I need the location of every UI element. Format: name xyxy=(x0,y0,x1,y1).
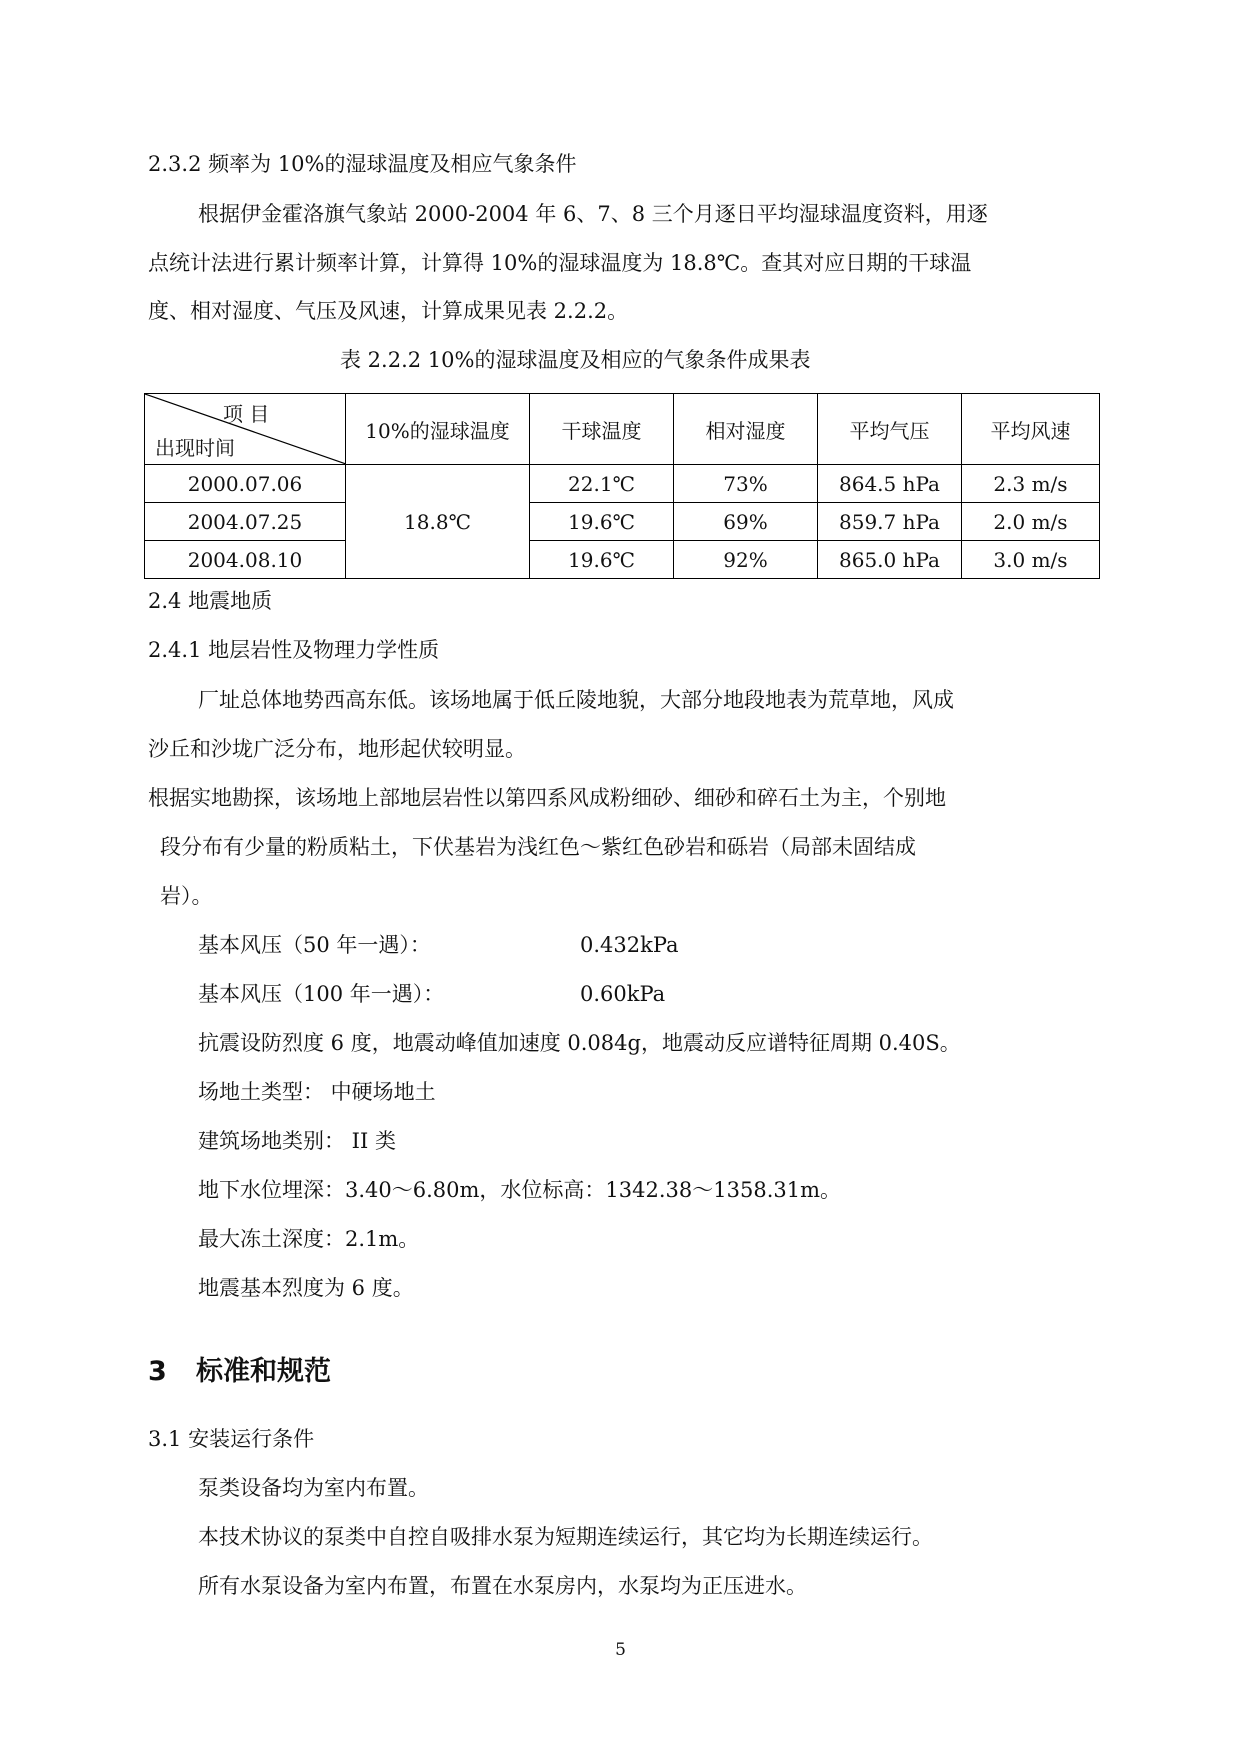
paragraph-line: 点统计法进行累计频率计算，计算得 10%的湿球温度为 18.8℃。查其对应日期的干球温 xyxy=(148,251,972,275)
heading-3-1: 3.1 安装运行条件 xyxy=(148,1427,315,1451)
heading-2-4: 2.4 地震地质 xyxy=(148,589,273,613)
page-number: 5 xyxy=(615,1640,626,1660)
paragraph-line: 度、相对湿度、气压及风速，计算成果见表 2.2.2。 xyxy=(148,299,629,323)
groundwater-line: 地下水位埋深：3.40～6.80m，水位标高：1342.38～1358.31m。 xyxy=(198,1178,842,1202)
wind-pressure-100 xyxy=(198,980,444,1008)
wind100-label: 基本风压（100 年一遇）： xyxy=(198,982,445,1006)
header-pressure: 平均气压 xyxy=(818,394,962,465)
table-row xyxy=(145,503,1100,541)
paragraph-line: 岩）。 xyxy=(160,884,213,908)
header-humidity: 相对湿度 xyxy=(674,394,818,465)
heading-3-number: 3 xyxy=(148,1356,167,1387)
paragraph-line: 根据实地勘探，该场地上部地层岩性以第四系风成粉细砂、细砂和碎石土为主，个别地 xyxy=(148,786,946,810)
cell-rh: 73% xyxy=(674,465,818,503)
table-header-row xyxy=(145,394,1100,465)
cell-rh: 69% xyxy=(674,503,818,541)
header-wind: 平均风速 xyxy=(962,394,1100,465)
soil-type-line: 场地土类型： 中硬场地土 xyxy=(198,1080,436,1104)
cell-dry: 19.6℃ xyxy=(530,541,674,579)
intensity-line: 地震基本烈度为 6 度。 xyxy=(198,1276,414,1300)
paragraph-line: 段分布有少量的粉质粘土，下伏基岩为浅红色～紫红色砂岩和砾岩（局部未固结成 xyxy=(160,835,916,859)
cell-date: 2000.07.06 xyxy=(145,465,346,503)
cell-pressure: 859.7 hPa xyxy=(818,503,962,541)
table-row xyxy=(145,465,1100,503)
cell-wind: 3.0 m/s xyxy=(962,541,1100,579)
table-caption: 表 2.2.2 10%的湿球温度及相应的气象条件成果表 xyxy=(340,348,811,372)
cell-dry: 22.1℃ xyxy=(530,465,674,503)
cell-dry: 19.6℃ xyxy=(530,503,674,541)
cell-wet-bulb: 18.8℃ xyxy=(346,465,530,579)
site-class-line: 建筑场地类别： II 类 xyxy=(198,1129,396,1153)
heading-3-title: 标准和规范 xyxy=(196,1356,331,1387)
paragraph-line: 沙丘和沙垅广泛分布，地形起伏较明显。 xyxy=(148,737,526,761)
wind50-value: 0.432kPa xyxy=(580,933,679,957)
heading-2-4-1: 2.4.1 地层岩性及物理力学性质 xyxy=(148,638,440,662)
wind50-label: 基本风压（50 年一遇）： xyxy=(198,933,431,957)
cell-wind: 2.3 m/s xyxy=(962,465,1100,503)
corner-label-item: 项 目 xyxy=(223,402,270,426)
paragraph-line: 所有水泵设备为室内布置，布置在水泵房内，水泵均为正压进水。 xyxy=(198,1574,807,1598)
heading-2-3-2: 2.3.2 频率为 10%的湿球温度及相应气象条件 xyxy=(148,152,577,176)
wind100-value: 0.60kPa xyxy=(580,982,666,1006)
cell-wind: 2.0 m/s xyxy=(962,503,1100,541)
wet-bulb-table xyxy=(144,393,1100,579)
corner-label-time: 出现时间 xyxy=(155,436,235,460)
header-wet-bulb: 10%的湿球温度 xyxy=(346,394,530,465)
seismic-line: 抗震设防烈度 6 度，地震动峰值加速度 0.084g，地震动反应谱特征周期 0.40S。 xyxy=(198,1031,961,1055)
paragraph-line: 本技术协议的泵类中自控自吸排水泵为短期连续运行，其它均为长期连续运行。 xyxy=(198,1525,933,1549)
frost-line: 最大冻土深度：2.1m。 xyxy=(198,1227,420,1251)
header-dry-bulb: 干球温度 xyxy=(530,394,674,465)
cell-date: 2004.07.25 xyxy=(145,503,346,541)
paragraph-line: 泵类设备均为室内布置。 xyxy=(198,1476,429,1500)
wind-pressure-50 xyxy=(198,931,431,959)
diagonal-header-cell xyxy=(145,394,346,465)
cell-pressure: 864.5 hPa xyxy=(818,465,962,503)
heading-3 xyxy=(148,1355,331,1389)
cell-date: 2004.08.10 xyxy=(145,541,346,579)
table-row xyxy=(145,541,1100,579)
cell-pressure: 865.0 hPa xyxy=(818,541,962,579)
paragraph-line: 根据伊金霍洛旗气象站 2000-2004 年 6、7、8 三个月逐日平均湿球温度资料，用逐 xyxy=(198,202,988,226)
paragraph-line: 厂址总体地势西高东低。该场地属于低丘陵地貌，大部分地段地表为荒草地，风成 xyxy=(198,688,954,712)
cell-rh: 92% xyxy=(674,541,818,579)
